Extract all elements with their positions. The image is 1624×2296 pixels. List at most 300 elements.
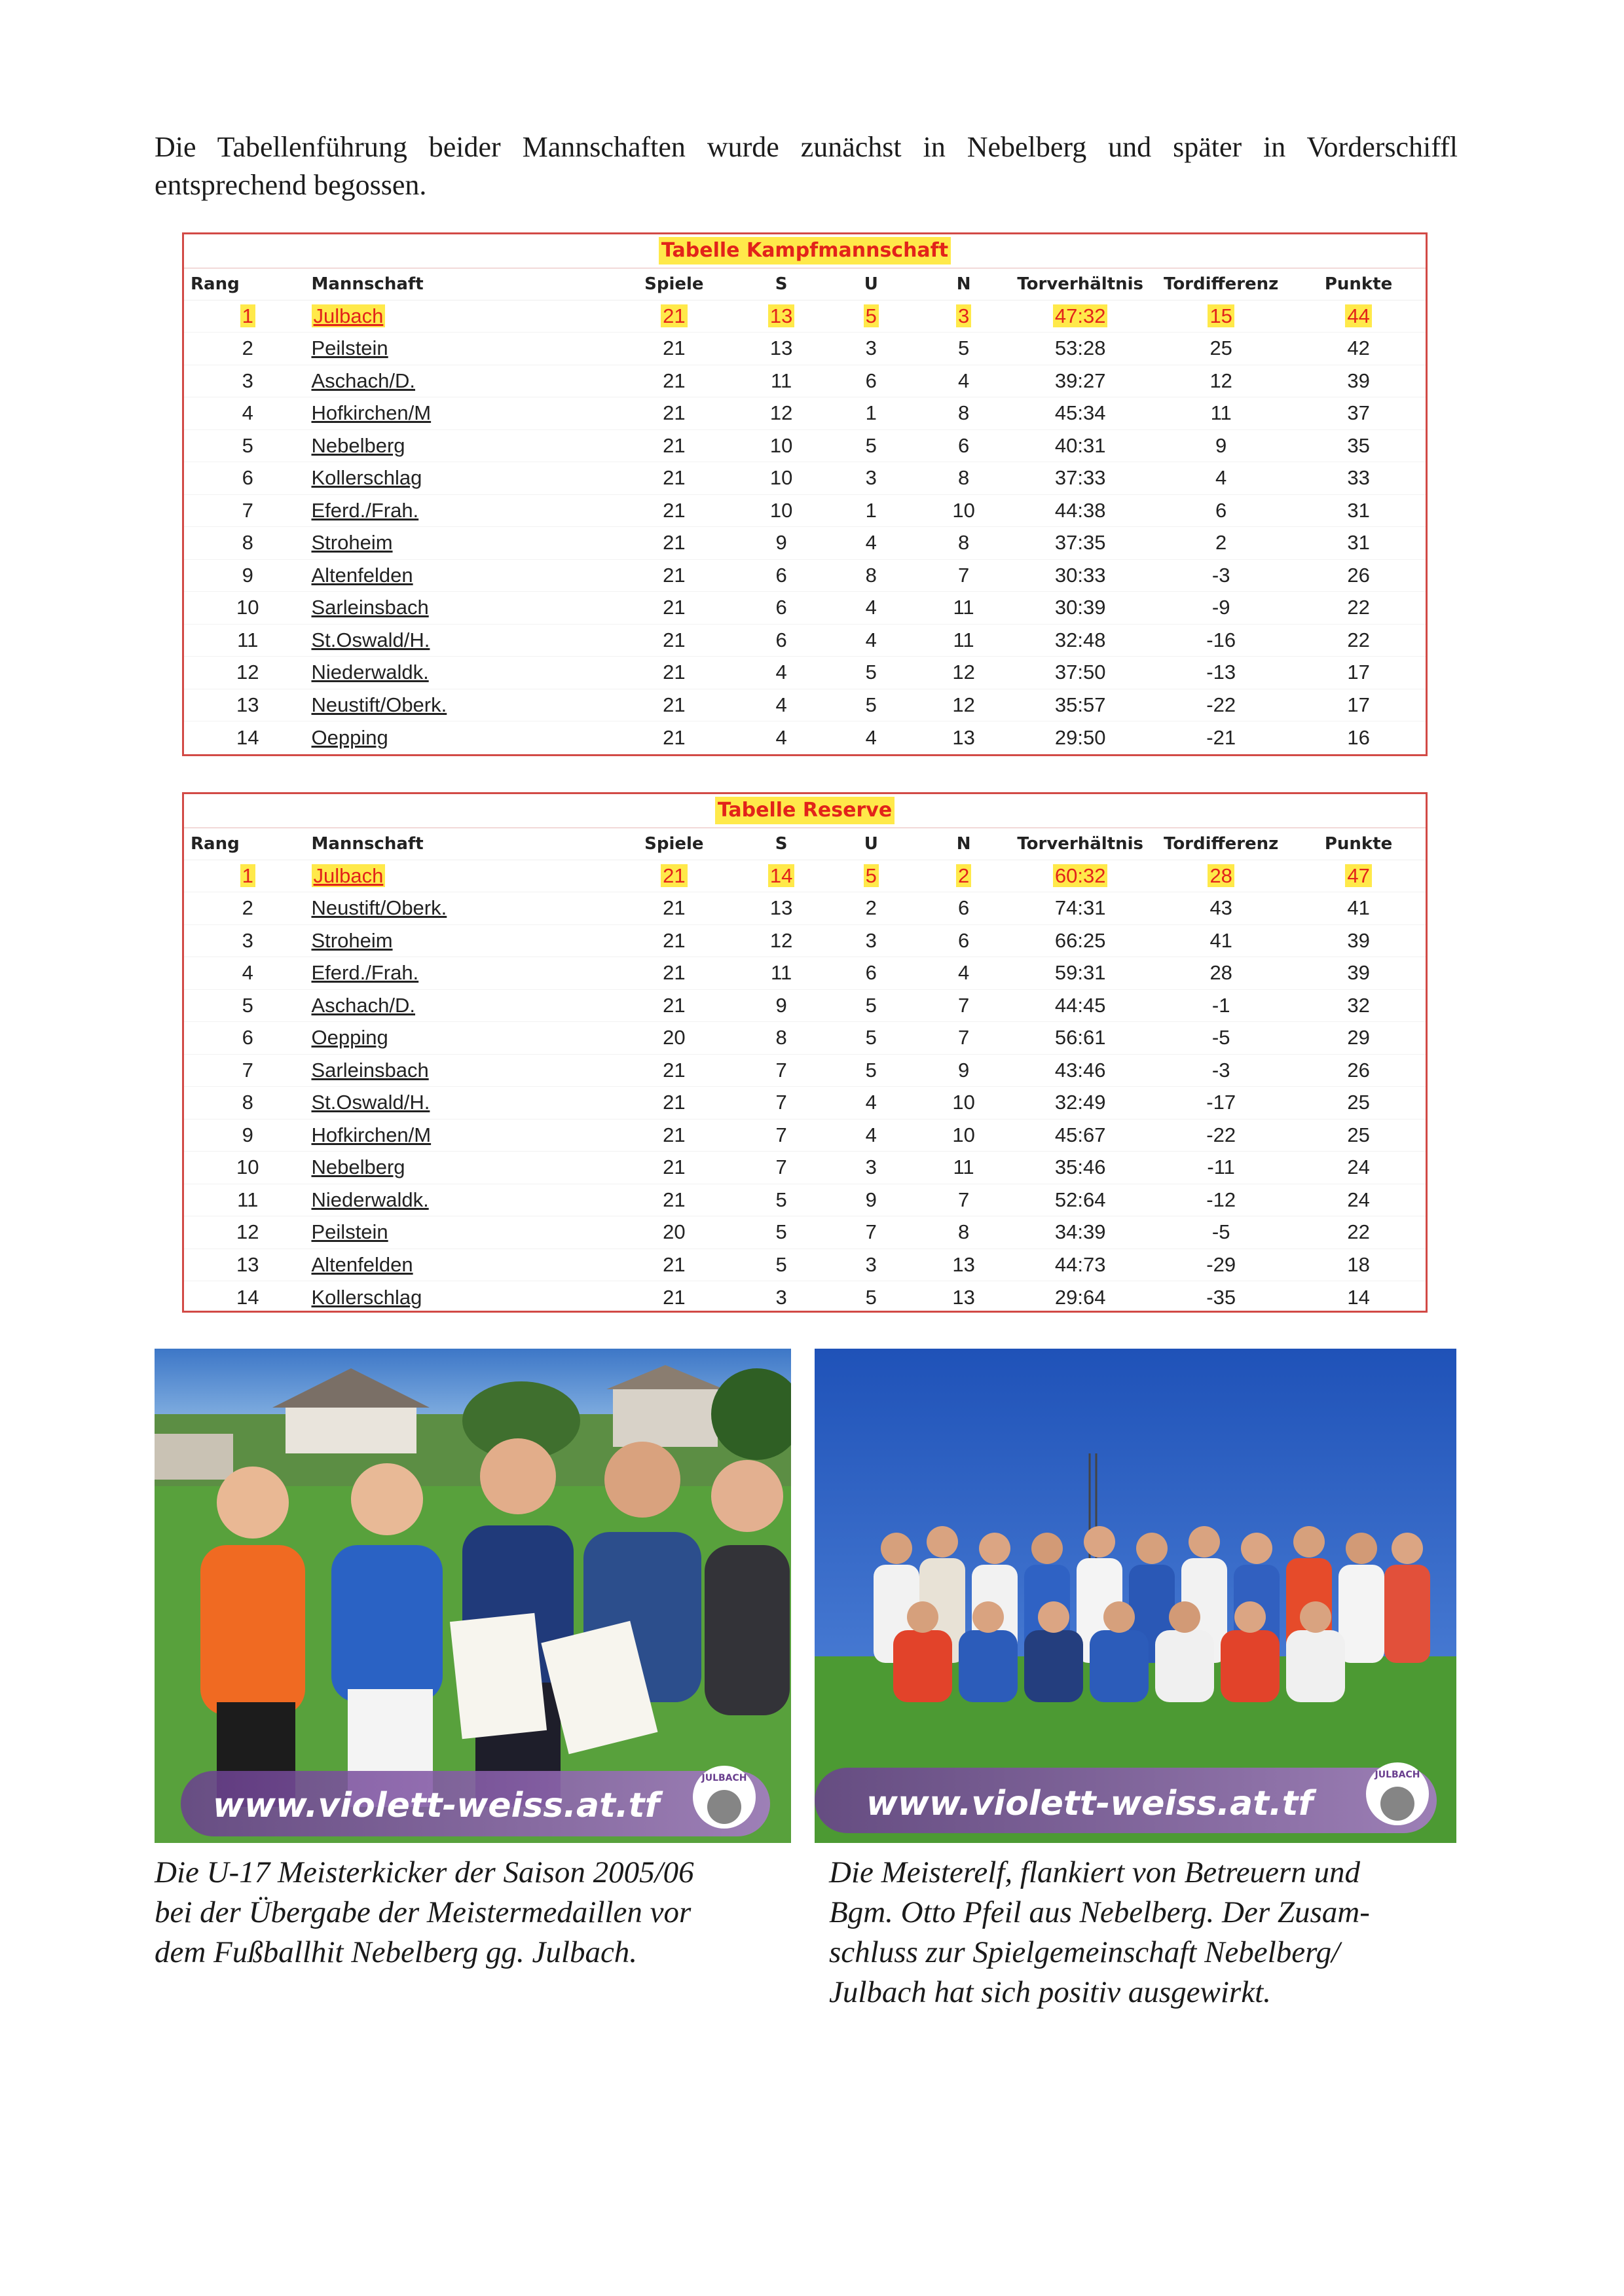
cell-unentschieden: 2 <box>825 892 917 925</box>
cell-spiele: 21 <box>610 1119 738 1152</box>
cell-mannschaft: Nebelberg <box>312 429 611 462</box>
cell-torverhaeltnis: 37:33 <box>1010 462 1151 495</box>
cell-punkte: 39 <box>1291 924 1426 957</box>
cell-tordifferenz: -16 <box>1151 624 1291 657</box>
watermark-text: www.violett-weiss.at.tf <box>866 1784 1314 1823</box>
cell-rang: 6 <box>184 462 312 495</box>
cell-mannschaft: St.Oswald/H. <box>312 1087 611 1120</box>
cell-unentschieden: 1 <box>825 494 917 527</box>
table-row <box>184 397 1426 430</box>
table-row <box>184 1281 1426 1314</box>
cell-unentschieden: 5 <box>825 300 917 333</box>
cell-spiele: 21 <box>610 300 738 333</box>
cell-spiele: 21 <box>610 1054 738 1087</box>
cell-unentschieden: 4 <box>825 1119 917 1152</box>
cell-rang: 2 <box>184 892 312 925</box>
cell-siege: 10 <box>738 494 825 527</box>
photo-meisterelf <box>815 1349 1456 1843</box>
caption-line: Bgm. Otto Pfeil aus Nebelberg. Der Zusam- <box>829 1895 1370 1929</box>
cell-mannschaft: Oepping <box>312 1022 611 1055</box>
cell-siege: 5 <box>738 1248 825 1281</box>
cell-rang: 8 <box>184 1087 312 1120</box>
cell-niederlagen: 6 <box>917 924 1010 957</box>
table-reserve <box>182 792 1428 1313</box>
cell-punkte: 35 <box>1291 429 1426 462</box>
caption-line: bei der Übergabe der Meistermedaillen vor <box>155 1895 692 1929</box>
cell-siege: 3 <box>775 1285 787 1309</box>
cell-spiele: 21 <box>610 462 738 495</box>
cell-siege: 13 <box>738 300 825 333</box>
cell-tordifferenz: -21 <box>1206 725 1236 749</box>
cell-spiele: 21 <box>610 333 738 365</box>
cell-torverhaeltnis: 45:34 <box>1010 397 1151 430</box>
col-header-mannschaft: Mannschaft <box>312 268 611 300</box>
cell-spiele: 21 <box>663 725 686 749</box>
cell-mannschaft: Altenfelden <box>312 559 611 592</box>
cell-rang: 8 <box>184 527 312 560</box>
table-kampfmannschaft <box>182 232 1428 756</box>
cell-tordifferenz: 4 <box>1151 462 1291 495</box>
cell-niederlagen: 5 <box>917 333 1010 365</box>
cell-mannschaft: Altenfelden <box>312 1248 611 1281</box>
cell-niederlagen: 7 <box>917 559 1010 592</box>
cell-unentschieden: 3 <box>825 1152 917 1184</box>
cell-tordifferenz: -22 <box>1151 1119 1291 1152</box>
cell-siege: 7 <box>738 1087 825 1120</box>
table-row <box>184 721 1426 754</box>
cell-tordifferenz: -13 <box>1151 657 1291 689</box>
cell-spiele: 21 <box>610 657 738 689</box>
cell-siege: 14 <box>738 860 825 892</box>
table-row <box>184 365 1426 397</box>
cell-siege: 4 <box>738 657 825 689</box>
cell-torverhaeltnis: 44:45 <box>1010 989 1151 1022</box>
photo-u17-team <box>155 1349 791 1843</box>
cell-spiele: 21 <box>610 689 738 721</box>
table-row <box>184 559 1426 592</box>
table-row <box>184 989 1426 1022</box>
cell-spiele: 21 <box>610 429 738 462</box>
cell-spiele: 21 <box>610 494 738 527</box>
col-header-tordifferenz: Tordifferenz <box>1151 828 1291 860</box>
col-header-spiele: Spiele <box>610 268 738 300</box>
cell-punkte: 22 <box>1291 592 1426 625</box>
cell-punkte: 42 <box>1291 333 1426 365</box>
cell-siege: 13 <box>738 333 825 365</box>
cell-torverhaeltnis: 40:31 <box>1010 429 1151 462</box>
cell-mannschaft: Oepping <box>311 725 388 749</box>
photo-caption-left <box>155 1853 764 1973</box>
cell-spiele: 21 <box>610 559 738 592</box>
cell-rang: 12 <box>184 657 312 689</box>
col-header-punkte: Punkte <box>1291 268 1426 300</box>
cell-mannschaft: Eferd./Frah. <box>312 957 611 990</box>
cell-torverhaeltnis: 35:46 <box>1010 1152 1151 1184</box>
cell-rang: 14 <box>236 725 259 749</box>
cell-unentschieden: 4 <box>825 527 917 560</box>
table-row <box>184 462 1426 495</box>
col-header-torverhaeltnis: Torverhältnis <box>1010 268 1151 300</box>
cell-unentschieden: 3 <box>825 1248 917 1281</box>
caption-line: Die U-17 Meisterkicker der Saison 2005/06 <box>155 1855 694 1889</box>
cell-torverhaeltnis: 44:38 <box>1010 494 1151 527</box>
cell-rang: 11 <box>184 1184 312 1216</box>
cell-torverhaeltnis: 35:57 <box>1010 689 1151 721</box>
cell-rang: 3 <box>184 365 312 397</box>
cell-unentschieden: 5 <box>825 989 917 1022</box>
cell-spiele: 21 <box>610 365 738 397</box>
cell-punkte: 22 <box>1291 624 1426 657</box>
cell-niederlagen: 11 <box>917 624 1010 657</box>
cell-spiele: 21 <box>610 527 738 560</box>
cell-siege: 13 <box>738 892 825 925</box>
cell-mannschaft: Neustift/Oberk. <box>312 892 611 925</box>
cell-mannschaft: Neustift/Oberk. <box>312 689 611 721</box>
cell-tordifferenz: 15 <box>1151 300 1291 333</box>
col-header-u: U <box>825 268 917 300</box>
cell-tordifferenz: 41 <box>1151 924 1291 957</box>
cell-siege: 6 <box>738 624 825 657</box>
cell-punkte: 31 <box>1291 527 1426 560</box>
cell-punkte: 26 <box>1291 559 1426 592</box>
table-title: Tabelle Kampfmannschaft <box>659 237 951 264</box>
cell-tordifferenz: -29 <box>1151 1248 1291 1281</box>
cell-torverhaeltnis: 29:64 <box>1054 1285 1106 1309</box>
cell-unentschieden: 5 <box>825 429 917 462</box>
table-row <box>184 957 1426 990</box>
table-row <box>184 657 1426 689</box>
cell-rang: 10 <box>184 592 312 625</box>
table-row <box>184 924 1426 957</box>
cell-punkte: 32 <box>1291 989 1426 1022</box>
cell-punkte: 25 <box>1291 1087 1426 1120</box>
cell-tordifferenz: 28 <box>1151 860 1291 892</box>
cell-mannschaft: Julbach <box>312 300 611 333</box>
cell-mannschaft: Kollerschlag <box>312 462 611 495</box>
cell-rang: 5 <box>184 429 312 462</box>
cell-spiele: 20 <box>610 1022 738 1055</box>
col-header-rang: Rang <box>184 828 312 860</box>
cell-niederlagen: 4 <box>917 365 1010 397</box>
cell-siege: 10 <box>738 429 825 462</box>
cell-unentschieden: 1 <box>825 397 917 430</box>
cell-unentschieden: 8 <box>825 559 917 592</box>
photo-caption-right <box>829 1853 1438 2013</box>
cell-niederlagen: 9 <box>917 1054 1010 1087</box>
cell-unentschieden: 5 <box>865 1285 877 1309</box>
cell-spiele: 20 <box>610 1216 738 1249</box>
cell-siege: 4 <box>775 725 787 749</box>
cell-rang: 14 <box>236 1285 259 1309</box>
cell-punkte: 47 <box>1291 860 1426 892</box>
cell-niederlagen: 10 <box>917 494 1010 527</box>
cell-tordifferenz: -22 <box>1151 689 1291 721</box>
cell-mannschaft: Julbach <box>312 860 611 892</box>
cell-rang: 11 <box>184 624 312 657</box>
cell-spiele: 21 <box>610 957 738 990</box>
watermark-text: www.violett-weiss.at.tf <box>212 1786 660 1825</box>
cell-torverhaeltnis: 56:61 <box>1010 1022 1151 1055</box>
cell-mannschaft: Peilstein <box>312 333 611 365</box>
cell-unentschieden: 5 <box>825 1054 917 1087</box>
cell-tordifferenz: 12 <box>1151 365 1291 397</box>
cell-punkte: 41 <box>1291 892 1426 925</box>
cell-punkte: 44 <box>1291 300 1426 333</box>
cell-rang: 12 <box>184 1216 312 1249</box>
cell-tordifferenz: -9 <box>1151 592 1291 625</box>
cell-niederlagen: 10 <box>917 1087 1010 1120</box>
col-header-s: S <box>738 828 825 860</box>
cell-rang: 1 <box>184 860 312 892</box>
cell-tordifferenz: -17 <box>1151 1087 1291 1120</box>
cell-tordifferenz: 9 <box>1151 429 1291 462</box>
cell-niederlagen: 11 <box>917 1152 1010 1184</box>
cell-spiele: 21 <box>610 892 738 925</box>
cell-unentschieden: 5 <box>825 1022 917 1055</box>
cell-unentschieden: 9 <box>825 1184 917 1216</box>
cell-torverhaeltnis: 32:49 <box>1010 1087 1151 1120</box>
cell-rang: 13 <box>184 1248 312 1281</box>
intro-paragraph: Die Tabellenführung beider Mannschaften wurde zunächst in Nebelberg und später in Vorderschiffl entsprechend begossen. <box>155 131 1458 201</box>
cell-siege: 7 <box>738 1152 825 1184</box>
cell-unentschieden: 5 <box>825 860 917 892</box>
cell-tordifferenz: 43 <box>1151 892 1291 925</box>
cell-niederlagen: 7 <box>917 989 1010 1022</box>
cell-tordifferenz: -11 <box>1151 1152 1291 1184</box>
cell-punkte: 25 <box>1291 1119 1426 1152</box>
cell-torverhaeltnis: 30:39 <box>1010 592 1151 625</box>
table-row <box>184 624 1426 657</box>
cell-niederlagen: 2 <box>917 860 1010 892</box>
table-row <box>184 1248 1426 1281</box>
badge-text: JULBACH <box>1375 1770 1420 1780</box>
table-row <box>184 494 1426 527</box>
cell-mannschaft: Niederwaldk. <box>312 657 611 689</box>
cell-mannschaft: Sarleinsbach <box>312 592 611 625</box>
table-row <box>184 860 1426 892</box>
cell-siege: 11 <box>738 957 825 990</box>
cell-tordifferenz: 11 <box>1151 397 1291 430</box>
cell-spiele: 21 <box>610 1087 738 1120</box>
cell-niederlagen: 8 <box>917 527 1010 560</box>
cell-niederlagen: 7 <box>917 1022 1010 1055</box>
cell-rang: 10 <box>184 1152 312 1184</box>
cell-niederlagen: 13 <box>917 1248 1010 1281</box>
table-row <box>184 1022 1426 1055</box>
cell-unentschieden: 4 <box>865 725 877 749</box>
cell-niederlagen: 3 <box>917 300 1010 333</box>
col-header-n: N <box>917 268 1010 300</box>
cell-tordifferenz: -35 <box>1206 1285 1236 1309</box>
col-header-spiele: Spiele <box>610 828 738 860</box>
cell-tordifferenz: -5 <box>1151 1216 1291 1249</box>
cell-rang: 2 <box>184 333 312 365</box>
cell-rang: 3 <box>184 924 312 957</box>
cell-punkte: 37 <box>1291 397 1426 430</box>
cell-unentschieden: 6 <box>825 365 917 397</box>
cell-siege: 8 <box>738 1022 825 1055</box>
cell-siege: 12 <box>738 397 825 430</box>
cell-torverhaeltnis: 34:39 <box>1010 1216 1151 1249</box>
cell-unentschieden: 7 <box>825 1216 917 1249</box>
table-row <box>184 1054 1426 1087</box>
cell-siege: 11 <box>738 365 825 397</box>
cell-rang: 1 <box>184 300 312 333</box>
cell-rang: 6 <box>184 1022 312 1055</box>
cell-torverhaeltnis: 32:48 <box>1010 624 1151 657</box>
cell-niederlagen: 8 <box>917 462 1010 495</box>
cell-mannschaft: Peilstein <box>312 1216 611 1249</box>
cell-tordifferenz: -5 <box>1151 1022 1291 1055</box>
col-header-u: U <box>825 828 917 860</box>
cell-unentschieden: 4 <box>825 592 917 625</box>
cell-rang: 7 <box>184 494 312 527</box>
cell-tordifferenz: -12 <box>1151 1184 1291 1216</box>
cell-mannschaft: Stroheim <box>312 527 611 560</box>
cell-spiele: 21 <box>663 1285 686 1309</box>
table-row <box>184 527 1426 560</box>
cell-torverhaeltnis: 60:32 <box>1010 860 1151 892</box>
table-row <box>184 892 1426 925</box>
cell-punkte: 26 <box>1291 1054 1426 1087</box>
cell-torverhaeltnis: 47:32 <box>1010 300 1151 333</box>
cell-punkte: 24 <box>1291 1184 1426 1216</box>
caption-line: dem Fußballhit Nebelberg gg. Julbach. <box>155 1935 638 1969</box>
cell-unentschieden: 4 <box>825 624 917 657</box>
col-header-punkte: Punkte <box>1291 828 1426 860</box>
cell-spiele: 21 <box>610 624 738 657</box>
cell-niederlagen: 10 <box>917 1119 1010 1152</box>
cell-unentschieden: 3 <box>825 333 917 365</box>
caption-line: Die Meisterelf, flankiert von Betreuern und <box>829 1855 1360 1889</box>
cell-mannschaft: Niederwaldk. <box>312 1184 611 1216</box>
table-row <box>184 1152 1426 1184</box>
table-row <box>184 689 1426 721</box>
table-row <box>184 1119 1426 1152</box>
cell-punkte: 17 <box>1291 689 1426 721</box>
cell-mannschaft: Aschach/D. <box>312 989 611 1022</box>
table-row <box>184 592 1426 625</box>
cell-spiele: 21 <box>610 1184 738 1216</box>
cell-torverhaeltnis: 30:33 <box>1010 559 1151 592</box>
cell-siege: 10 <box>738 462 825 495</box>
cell-spiele: 21 <box>610 924 738 957</box>
cell-torverhaeltnis: 59:31 <box>1010 957 1151 990</box>
cell-niederlagen: 8 <box>917 397 1010 430</box>
cell-niederlagen: 6 <box>917 892 1010 925</box>
cell-torverhaeltnis: 37:50 <box>1010 657 1151 689</box>
table-row <box>184 429 1426 462</box>
cell-tordifferenz: -1 <box>1151 989 1291 1022</box>
cell-torverhaeltnis: 52:64 <box>1010 1184 1151 1216</box>
cell-siege: 9 <box>738 989 825 1022</box>
cell-punkte: 14 <box>1347 1285 1370 1309</box>
cell-tordifferenz: 28 <box>1151 957 1291 990</box>
cell-mannschaft: Hofkirchen/M <box>312 397 611 430</box>
table-row <box>184 333 1426 365</box>
cell-rang: 4 <box>184 957 312 990</box>
cell-spiele: 21 <box>610 989 738 1022</box>
cell-unentschieden: 4 <box>825 1087 917 1120</box>
cell-niederlagen: 13 <box>952 725 975 749</box>
cell-torverhaeltnis: 39:27 <box>1010 365 1151 397</box>
table-row <box>184 1087 1426 1120</box>
cell-spiele: 21 <box>610 592 738 625</box>
cell-siege: 7 <box>738 1054 825 1087</box>
col-header-rang: Rang <box>184 268 312 300</box>
cell-rang: 5 <box>184 989 312 1022</box>
cell-unentschieden: 3 <box>825 924 917 957</box>
col-header-n: N <box>917 828 1010 860</box>
cell-mannschaft: Sarleinsbach <box>312 1054 611 1087</box>
table-title: Tabelle Reserve <box>715 797 895 824</box>
cell-punkte: 18 <box>1291 1248 1426 1281</box>
cell-torverhaeltnis: 44:73 <box>1010 1248 1151 1281</box>
cell-tordifferenz: -3 <box>1151 559 1291 592</box>
cell-mannschaft: Hofkirchen/M <box>312 1119 611 1152</box>
cell-siege: 6 <box>738 592 825 625</box>
cell-niederlagen: 4 <box>917 957 1010 990</box>
cell-tordifferenz: 25 <box>1151 333 1291 365</box>
cell-siege: 5 <box>738 1184 825 1216</box>
cell-punkte: 29 <box>1291 1022 1426 1055</box>
col-header-torverhaeltnis: Torverhältnis <box>1010 828 1151 860</box>
cell-torverhaeltnis: 53:28 <box>1010 333 1151 365</box>
cell-rang: 4 <box>184 397 312 430</box>
cell-tordifferenz: -3 <box>1151 1054 1291 1087</box>
cell-spiele: 21 <box>610 1248 738 1281</box>
cell-spiele: 21 <box>610 1152 738 1184</box>
cell-rang: 13 <box>184 689 312 721</box>
cell-punkte: 31 <box>1291 494 1426 527</box>
col-header-s: S <box>738 268 825 300</box>
cell-unentschieden: 5 <box>825 689 917 721</box>
cell-punkte: 17 <box>1291 657 1426 689</box>
caption-line: Julbach hat sich positiv ausgewirkt. <box>829 1975 1271 2009</box>
cell-mannschaft: Eferd./Frah. <box>312 494 611 527</box>
cell-mannschaft: Stroheim <box>312 924 611 957</box>
cell-unentschieden: 3 <box>825 462 917 495</box>
cell-siege: 12 <box>738 924 825 957</box>
cell-rang: 7 <box>184 1054 312 1087</box>
cell-siege: 6 <box>738 559 825 592</box>
cell-spiele: 21 <box>610 860 738 892</box>
cell-punkte: 22 <box>1291 1216 1426 1249</box>
table-row <box>184 1216 1426 1249</box>
caption-line: schluss zur Spielgemeinschaft Nebelberg/ <box>829 1935 1340 1969</box>
cell-torverhaeltnis: 43:46 <box>1010 1054 1151 1087</box>
cell-spiele: 21 <box>610 397 738 430</box>
cell-mannschaft: Kollerschlag <box>311 1285 422 1309</box>
col-header-mannschaft: Mannschaft <box>312 828 611 860</box>
cell-tordifferenz: 2 <box>1151 527 1291 560</box>
table-row <box>184 1184 1426 1216</box>
cell-tordifferenz: 6 <box>1151 494 1291 527</box>
cell-mannschaft: St.Oswald/H. <box>312 624 611 657</box>
cell-torverhaeltnis: 45:67 <box>1010 1119 1151 1152</box>
cell-niederlagen: 7 <box>917 1184 1010 1216</box>
cell-unentschieden: 6 <box>825 957 917 990</box>
cell-torverhaeltnis: 29:50 <box>1054 725 1106 749</box>
cell-punkte: 33 <box>1291 462 1426 495</box>
cell-niederlagen: 12 <box>917 657 1010 689</box>
cell-punkte: 16 <box>1347 725 1370 749</box>
cell-mannschaft: Aschach/D. <box>312 365 611 397</box>
cell-punkte: 24 <box>1291 1152 1426 1184</box>
cell-rang: 9 <box>184 559 312 592</box>
cell-torverhaeltnis: 74:31 <box>1010 892 1151 925</box>
cell-siege: 5 <box>738 1216 825 1249</box>
